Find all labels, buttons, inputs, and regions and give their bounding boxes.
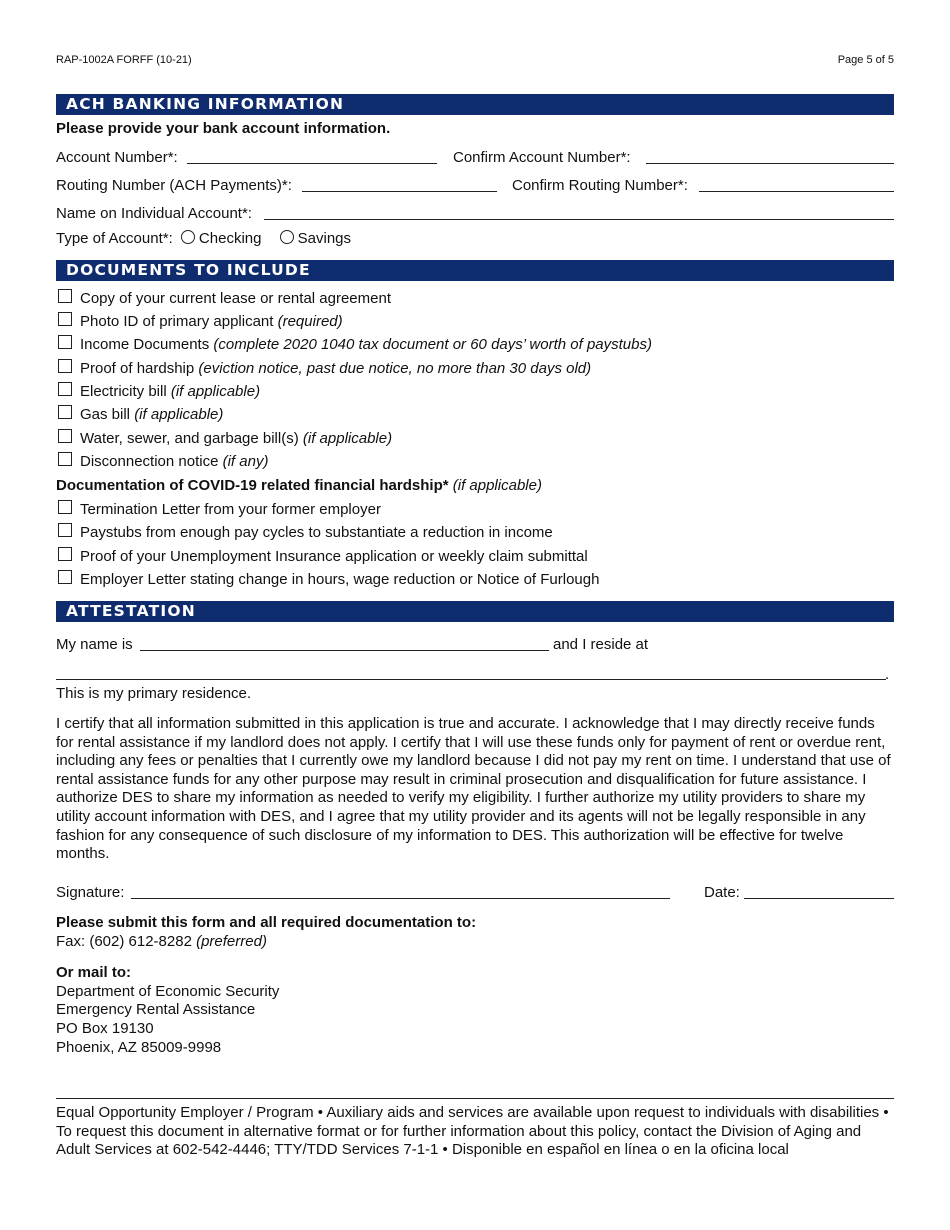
- checkbox-gas[interactable]: [58, 405, 72, 419]
- reside-at-label: and I reside at: [553, 636, 649, 653]
- covid-item-employer-letter: Employer Letter stating change in hours, wage reduction or Notice of Furlough: [80, 571, 600, 588]
- name-on-account-field[interactable]: [264, 219, 894, 220]
- mail-heading: Or mail to:: [56, 964, 132, 981]
- doc-item-disconnection: Disconnection notice (if any): [80, 453, 269, 470]
- checkbox-hardship[interactable]: [58, 359, 72, 373]
- address-field[interactable]: [56, 679, 886, 680]
- checking-radio[interactable]: [181, 230, 195, 244]
- address-line-3: PO Box 19130: [56, 1020, 154, 1037]
- attestation-section-header: ATTESTATION: [56, 601, 894, 622]
- address-line-2: Emergency Rental Assistance: [56, 1001, 256, 1018]
- doc-item-gas: Gas bill (if applicable): [80, 406, 224, 423]
- covid-item-termination: Termination Letter from your former employer: [80, 501, 381, 518]
- signature-field[interactable]: [131, 898, 670, 899]
- checkbox-lease[interactable]: [58, 289, 72, 303]
- confirm-account-field[interactable]: [646, 163, 894, 164]
- routing-number-label: Routing Number (ACH Payments)*:: [56, 177, 292, 194]
- page-number: Page 5 of 5: [837, 54, 894, 66]
- form-id: RAP-1002A FORFF (10-21): [56, 54, 192, 66]
- savings-label: Savings: [297, 230, 352, 247]
- name-field[interactable]: [140, 650, 549, 651]
- name-on-account-label: Name on Individual Account*:: [56, 205, 252, 222]
- my-name-is-label: My name is: [56, 636, 133, 653]
- checkbox-electricity[interactable]: [58, 382, 72, 396]
- doc-item-hardship: Proof of hardship (eviction notice, past due notice, no more than 30 days old): [80, 360, 592, 377]
- account-type-row: [56, 230, 351, 248]
- doc-item-photo-id: Photo ID of primary applicant (required): [80, 313, 343, 330]
- footer-text: Equal Opportunity Employer / Program • Auxiliary aids and services are available upon request to individuals with disabilities • To request this document in alternative format or for further information about this policy, contact the Division of Aging and Adult Services at 602-542-4446; TTY/TDD Services 7-1-1 • Disponible en español en línea o en la oficina local: [56, 1104, 889, 1159]
- checkbox-termination[interactable]: [58, 500, 72, 514]
- submit-heading: Please submit this form and all required documentation to:: [56, 914, 477, 931]
- doc-item-lease: Copy of your current lease or rental agreement: [80, 290, 391, 307]
- routing-number-field[interactable]: [302, 191, 497, 192]
- covid-item-unemployment: Proof of your Unemployment Insurance application or weekly claim submittal: [80, 548, 588, 565]
- address-line-4: Phoenix, AZ 85009-9998: [56, 1039, 222, 1056]
- certification-paragraph: I certify that all information submitted in this application is true and accurate. I acknowledge that I may directly receive funds for rental assistance if my landlord does not apply. I certify that I will use these funds only for payment of rent or overdue rent, including any fees or penalties that I currently owe my landlord because I did not pay my rent on time. I understand that use of rental assistance funds for any other purpose may result in criminal prosecution and disqualification for future assistance. I authorize DES to share my information as needed to verify my eligibility. I further authorize my utility providers to share my utility account information with DES, and I agree that my utility provider and its agents will not be legally responsible in any fashion for any consequence of such disclosure of my information to DES. This authorization will be effective for twelve months.: [56, 715, 891, 863]
- address-period: .: [885, 666, 890, 683]
- savings-radio[interactable]: [280, 230, 294, 244]
- checkbox-disconnection[interactable]: [58, 452, 72, 466]
- footer-divider: [56, 1098, 894, 1099]
- checking-label: Checking: [198, 230, 262, 247]
- checkbox-paystubs[interactable]: [58, 523, 72, 537]
- ach-intro: Please provide your bank account information.: [56, 120, 391, 137]
- checkbox-employer-letter[interactable]: [58, 570, 72, 584]
- account-number-label: Account Number*:: [56, 149, 178, 166]
- confirm-account-label: Confirm Account Number*:: [453, 149, 631, 166]
- covid-item-paystubs: Paystubs from enough pay cycles to substantiate a reduction in income: [80, 524, 553, 541]
- checkbox-water[interactable]: [58, 429, 72, 443]
- documents-section-header: DOCUMENTS TO INCLUDE: [56, 260, 894, 281]
- primary-residence-text: This is my primary residence.: [56, 685, 252, 702]
- checkbox-photo-id[interactable]: [58, 312, 72, 326]
- fax-line: Fax: (602) 612-8282 (preferred): [56, 933, 267, 950]
- checkbox-income[interactable]: [58, 335, 72, 349]
- signature-label: Signature:: [56, 884, 125, 901]
- date-label: Date:: [704, 884, 740, 901]
- doc-item-water: Water, sewer, and garbage bill(s) (if applicable): [80, 430, 393, 447]
- account-number-field[interactable]: [187, 163, 437, 164]
- account-type-label: Type of Account*:: [56, 230, 173, 247]
- covid-heading: Documentation of COVID-19 related financial hardship* (if applicable): [56, 477, 542, 494]
- date-field[interactable]: [744, 898, 894, 899]
- confirm-routing-field[interactable]: [699, 191, 894, 192]
- address-line-1: Department of Economic Security: [56, 983, 280, 1000]
- ach-section-header: ACH BANKING INFORMATION: [56, 94, 894, 115]
- doc-item-electricity: Electricity bill (if applicable): [80, 383, 261, 400]
- doc-item-income: Income Documents (complete 2020 1040 tax document or 60 days’ worth of paystubs): [80, 336, 652, 353]
- confirm-routing-label: Confirm Routing Number*:: [512, 177, 688, 194]
- checkbox-unemployment[interactable]: [58, 547, 72, 561]
